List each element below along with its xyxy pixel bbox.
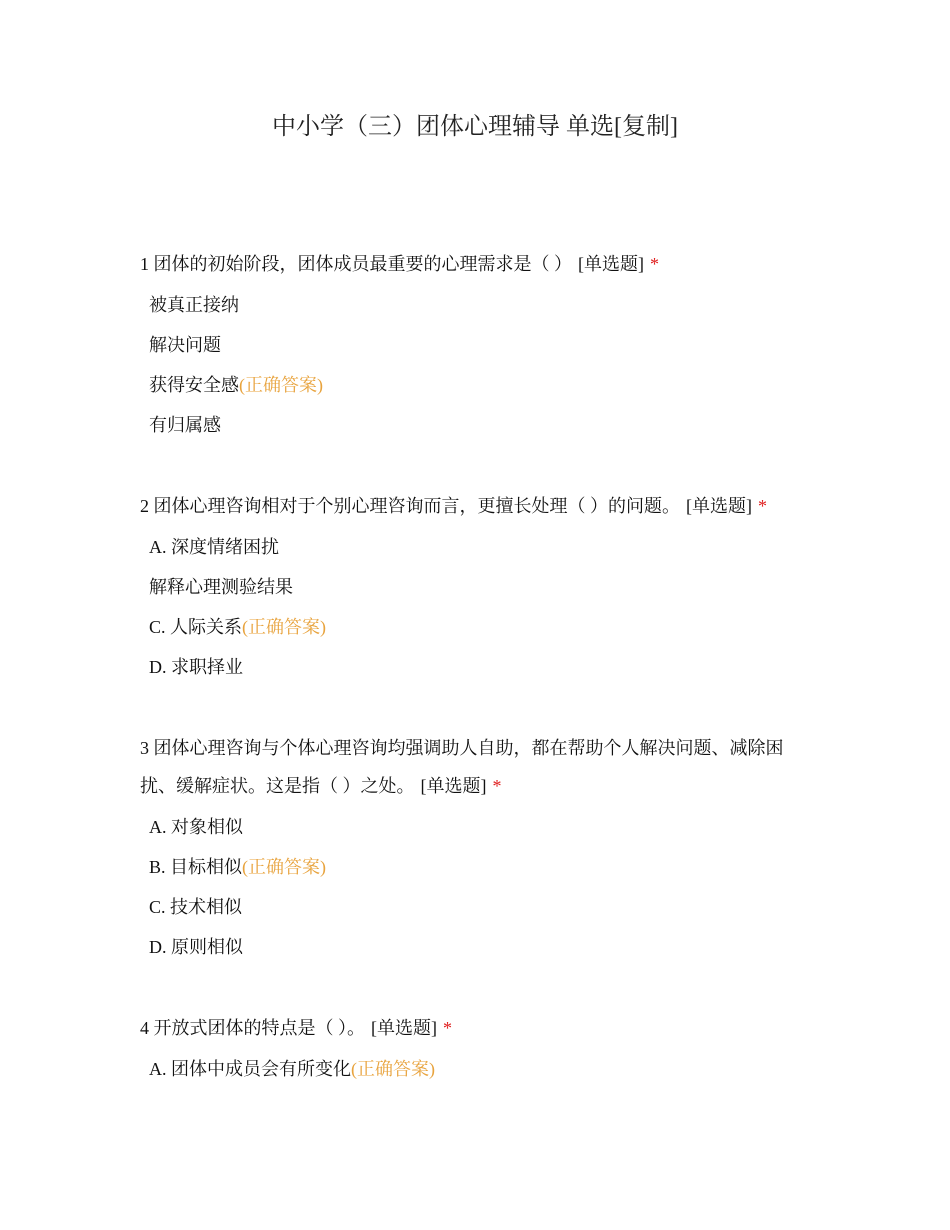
option-item bbox=[149, 325, 815, 365]
option-item bbox=[149, 887, 815, 927]
required-mark: * bbox=[758, 496, 767, 516]
option-text: 解释心理测验结果 bbox=[149, 577, 293, 597]
question-4 bbox=[140, 1009, 815, 1089]
option-item bbox=[149, 807, 815, 847]
question-type-label: [单选题] bbox=[686, 496, 752, 516]
option-list bbox=[140, 285, 815, 445]
required-mark: * bbox=[443, 1018, 452, 1038]
option-text: A. 团体中成员会有所变化 bbox=[149, 1059, 351, 1079]
required-mark: * bbox=[650, 254, 659, 274]
question-number: 2 bbox=[140, 496, 149, 516]
option-text: A. 深度情绪困扰 bbox=[149, 537, 279, 557]
option-item bbox=[149, 1049, 815, 1089]
option-text: 有归属感 bbox=[149, 415, 221, 435]
question-text: 团体的初始阶段，团体成员最重要的心理需求是（ ） bbox=[153, 254, 572, 274]
option-list bbox=[140, 1049, 815, 1089]
question-number: 1 bbox=[140, 254, 149, 274]
question-text: 团体心理咨询与个体心理咨询均强调助人自助，都在帮助个人解决问题、减除困扰、缓解症状。这是指（ ）之处。 bbox=[140, 738, 784, 796]
option-text: C. 人际关系 bbox=[149, 617, 243, 637]
correct-answer-label: (正确答案) bbox=[242, 617, 327, 637]
question-text: 团体心理咨询相对于个别心理咨询而言，更擅长处理（ ）的问题。 bbox=[153, 496, 680, 516]
question-2 bbox=[140, 487, 815, 687]
option-text: C. 技术相似 bbox=[149, 897, 243, 917]
option-text: 获得安全感 bbox=[149, 375, 239, 395]
option-item bbox=[149, 847, 815, 887]
option-text: B. 目标相似 bbox=[149, 857, 243, 877]
question-type-label: [单选题] bbox=[578, 254, 644, 274]
question-number: 3 bbox=[140, 738, 149, 758]
correct-answer-label: (正确答案) bbox=[242, 857, 327, 877]
option-item bbox=[149, 647, 815, 687]
option-text: 被真正接纳 bbox=[149, 295, 239, 315]
option-text: 解决问题 bbox=[149, 335, 221, 355]
page-title: 中小学（三）团体心理辅导 单选[复制] bbox=[272, 114, 678, 140]
question-type-label: [单选题] bbox=[420, 776, 487, 796]
question-stem bbox=[140, 245, 815, 283]
question-3 bbox=[140, 729, 815, 967]
option-item bbox=[149, 567, 815, 607]
option-list bbox=[140, 527, 815, 687]
required-mark: * bbox=[492, 776, 502, 796]
option-text: D. 原则相似 bbox=[149, 937, 243, 957]
option-item bbox=[149, 365, 815, 405]
correct-answer-label: (正确答案) bbox=[351, 1059, 435, 1079]
question-1 bbox=[140, 245, 815, 445]
question-text: 开放式团体的特点是（ ）。 bbox=[153, 1018, 365, 1038]
option-item bbox=[149, 927, 815, 967]
option-item bbox=[149, 285, 815, 325]
question-stem bbox=[140, 729, 815, 805]
question-type-label: [单选题] bbox=[371, 1018, 437, 1038]
option-text: A. 对象相似 bbox=[149, 817, 243, 837]
question-stem bbox=[140, 487, 815, 525]
option-list bbox=[140, 807, 815, 967]
correct-answer-label: (正确答案) bbox=[239, 375, 323, 395]
option-item bbox=[149, 607, 815, 647]
option-item bbox=[149, 405, 815, 445]
question-stem bbox=[140, 1009, 815, 1047]
option-text: D. 求职择业 bbox=[149, 657, 243, 677]
question-number: 4 bbox=[140, 1018, 149, 1038]
option-item bbox=[149, 527, 815, 567]
